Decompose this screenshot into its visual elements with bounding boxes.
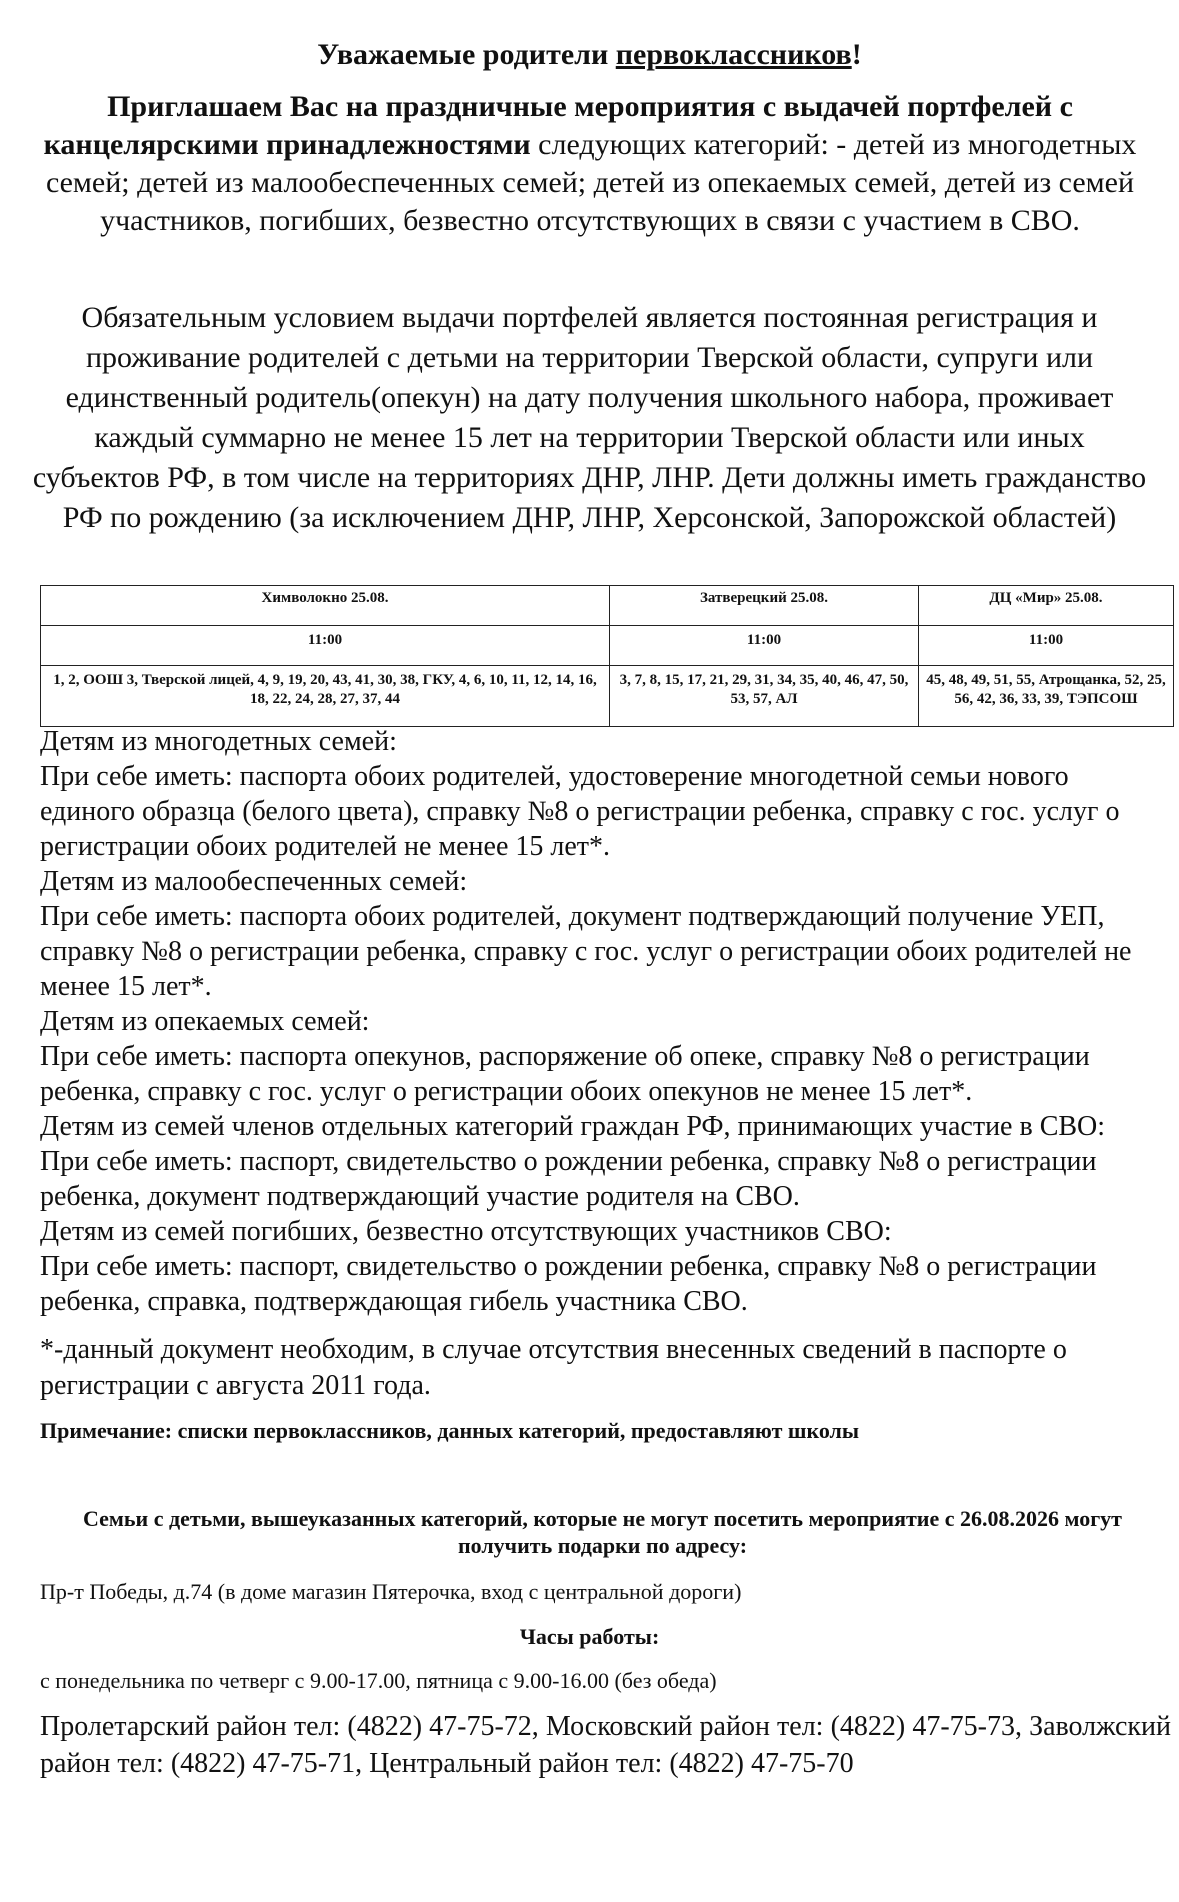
time-cell: 11:00 bbox=[41, 626, 610, 666]
schedule-header-row bbox=[41, 586, 1174, 626]
address: Пр-т Победы, д.74 (в доме магазин Пятерочка, вход с центральной дороги) bbox=[40, 1579, 742, 1604]
category-documents: При себе иметь: паспорт, свидетельство о рождении ребенка, справку №8 о регистрации ребенка, документ подтверждающий участие родителя на СВО. bbox=[40, 1146, 1097, 1212]
venue-header: Затверецкий 25.08. bbox=[610, 586, 919, 626]
title-prefix: Уважаемые родители bbox=[317, 38, 616, 71]
footnote: *-данный документ необходим, в случае отсутствия внесенных сведений в паспорте о регистрации с августа 2011 года. bbox=[40, 1334, 1067, 1401]
schools-cell: 3, 7, 8, 15, 17, 21, 29, 31, 34, 35, 40, 46, 47, 50, 53, 57, АЛ bbox=[610, 666, 919, 727]
phone-list: Пролетарский район тел: (4822) 47-75-72, Московский район тел: (4822) 47-75-73, Заволжский район тел: (4822) 47-75-71, Центральный район тел: (4822) 47-75-70 bbox=[40, 1711, 1171, 1779]
note: Примечание: списки первоклассников, данных категорий, предоставляют школы bbox=[40, 1418, 860, 1443]
schedule-time-row bbox=[41, 626, 1174, 666]
category-documents: При себе иметь: паспорт, свидетельство о рождении ребенка, справку №8 о регистрации ребенка, справка, подтверждающая гибель участника СВО. bbox=[40, 1251, 1097, 1317]
invitation-bold: Приглашаем Вас на праздничные мероприятия с выдачей портфелей с канцелярскими принадлежностями bbox=[43, 90, 1073, 161]
category-heading: Детям из семей членов отдельных категорий граждан РФ, принимающих участие в СВО: bbox=[40, 1111, 1106, 1142]
time-cell: 11:00 bbox=[919, 626, 1174, 666]
category-heading: Детям из многодетных семей: bbox=[40, 726, 397, 757]
venue-header: Химволокно 25.08. bbox=[41, 586, 610, 626]
families-notice: Семьи с детьми, вышеуказанных категорий, которые не могут посетить мероприятие с 26.08.2026 могут получить подарки по адресу: bbox=[82, 1506, 1122, 1558]
time-cell: 11:00 bbox=[610, 626, 919, 666]
categories-section bbox=[40, 724, 1165, 1319]
category-documents: При себе иметь: паспорта опекунов, распоряжение об опеке, справку №8 о регистрации ребенка, справку с гос. услуг о регистрации обоих опекунов не менее 15 лет*. bbox=[40, 1041, 1090, 1107]
hours-title: Часы работы: bbox=[519, 1624, 660, 1649]
working-hours: с понедельника по четверг с 9.00-17.00, пятница с 9.00-16.00 (без обеда) bbox=[40, 1668, 717, 1693]
venue-header: ДЦ «Мир» 25.08. bbox=[919, 586, 1174, 626]
condition-paragraph: Обязательным условием выдачи портфелей является постоянная регистрация и проживание родителей с детьми на территории Тверской области, супруги или единственный родитель(опекун) на дату получения школьного набора, проживает каждый суммарно не менее 15 лет на территории Тверской области или иных субъектов РФ, в том числе на территориях ДНР, ЛНР. Дети должны иметь гражданство РФ по рождению (за исключением ДНР, ЛНР, Херсонской, Запорожской областей) bbox=[32, 301, 1147, 534]
category-heading: Детям из семей погибших, безвестно отсутствующих участников СВО: bbox=[40, 1216, 892, 1247]
category-heading: Детям из опекаемых семей: bbox=[40, 1006, 370, 1037]
schedule-table bbox=[40, 585, 1174, 727]
category-heading: Детям из малообеспеченных семей: bbox=[40, 866, 468, 897]
schedule-schools-row bbox=[41, 666, 1174, 727]
invitation-paragraph bbox=[40, 88, 1140, 240]
schools-cell: 1, 2, ООШ 3, Тверской лицей, 4, 9, 19, 20, 43, 41, 30, 38, ГКУ, 4, 6, 10, 11, 12, 14, 16, 18, 22, 24, 28, 27, 37, 44 bbox=[41, 666, 610, 727]
title-suffix: ! bbox=[851, 38, 862, 71]
invitation-rest: следующих категорий: - детей из многодетных семей; детей из малообеспеченных семей; детей из опекаемых семей, детей из семей участников, погибших, безвестно отсутствующих в связи с участием в СВО. bbox=[45, 128, 1137, 237]
category-documents: При себе иметь: паспорта обоих родителей, удостоверение многодетной семьи нового единого образца (белого цвета), справку №8 о регистрации ребенка, справку с гос. услуг о регистрации обоих родителей не менее 15 лет*. bbox=[40, 761, 1120, 862]
category-documents: При себе иметь: паспорта обоих родителей, документ подтверждающий получение УЕП, справку №8 о регистрации ребенка, справку с гос. услуг о регистрации обоих родителей не менее 15 лет*. bbox=[40, 901, 1132, 1002]
title-underlined: первоклассников bbox=[615, 38, 852, 71]
page-title bbox=[0, 38, 1179, 72]
schools-cell: 45, 48, 49, 51, 55, Атрощанка, 52, 25, 56, 42, 36, 33, 39, ТЭПСОШ bbox=[919, 666, 1174, 727]
